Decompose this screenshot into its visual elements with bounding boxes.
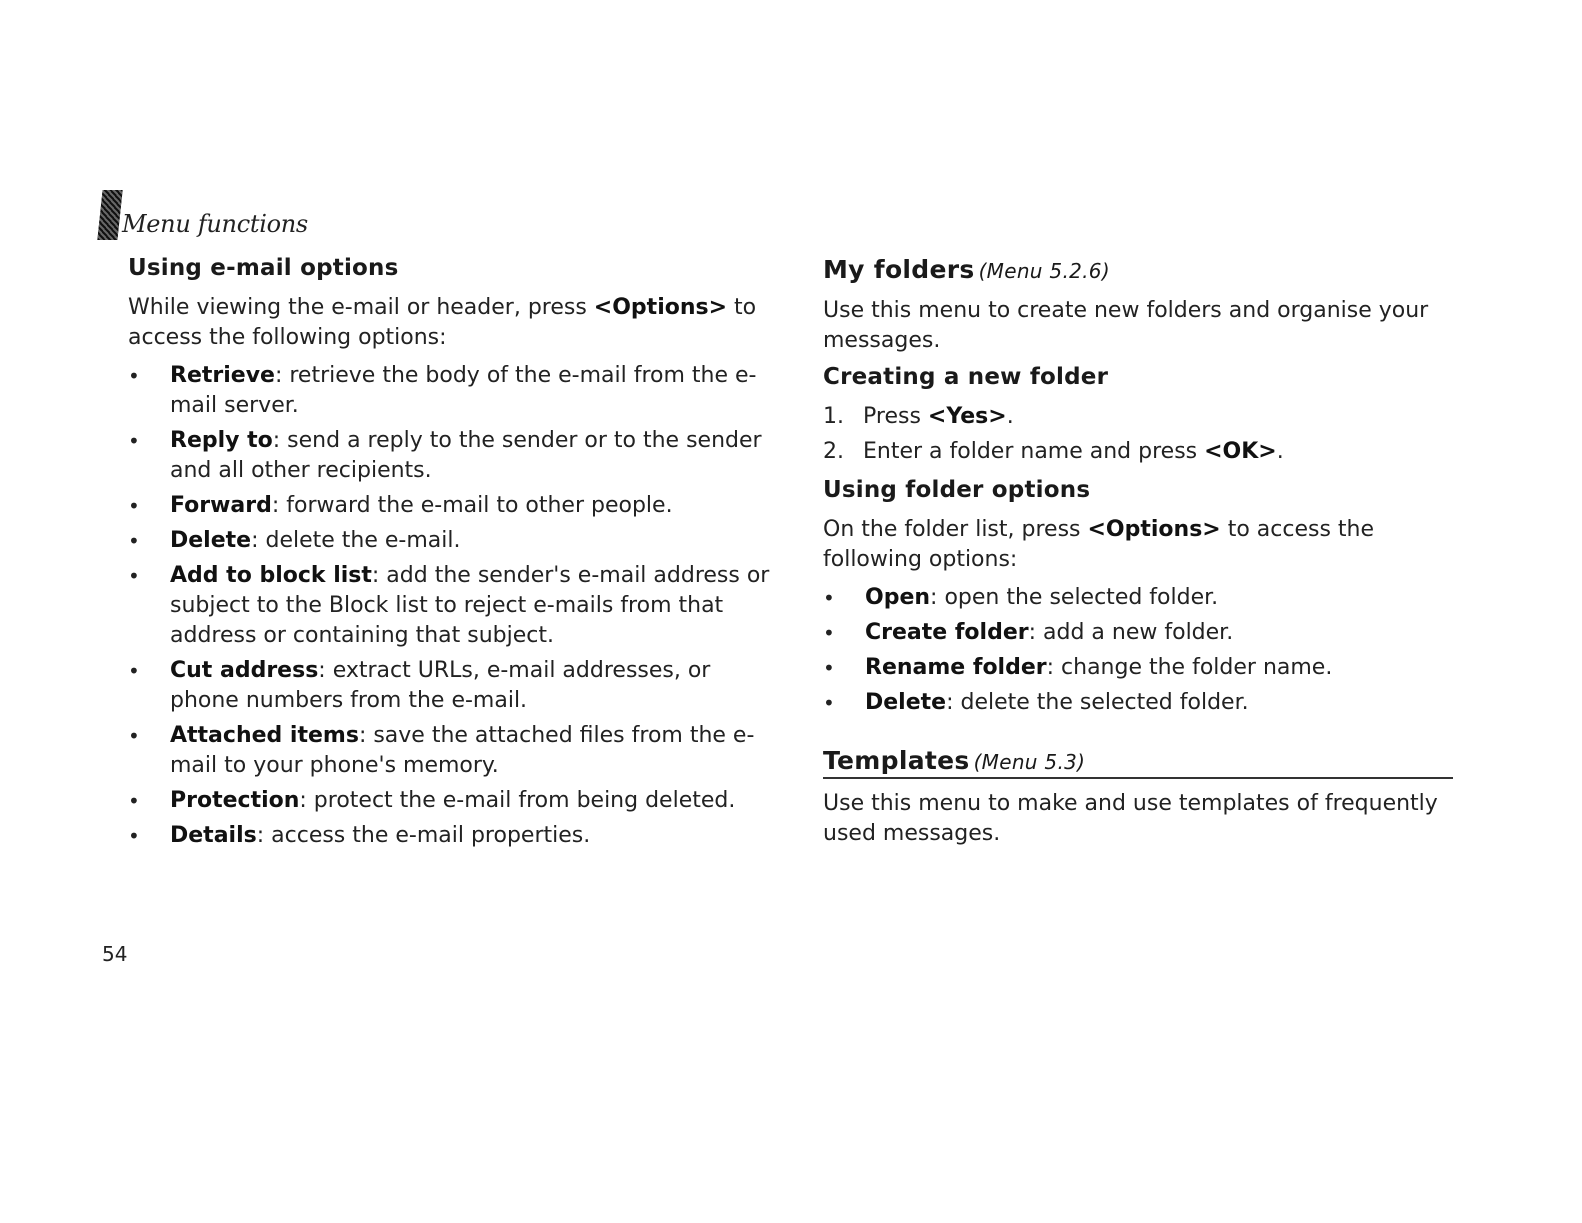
item-desc: : delete the e-mail. <box>251 528 461 553</box>
ok-key: <OK> <box>1204 439 1277 464</box>
item-desc: : retrieve the body of the e-mail from the e-mail server. <box>170 363 757 418</box>
step-text: Enter a folder name and press <box>863 439 1205 464</box>
item-desc: : add the sender's e-mail address or subject to the Block list to reject e-mails from that address or containing that subject. <box>170 563 770 648</box>
my-folders-title: My folders <box>823 255 975 284</box>
item-desc: : add a new folder. <box>1028 620 1234 645</box>
step-text: Press <box>863 404 928 429</box>
email-options-intro <box>128 293 778 353</box>
item-desc: : send a reply to the sender or to the sender and all other recipients. <box>170 428 762 483</box>
left-column <box>128 255 778 856</box>
list-item <box>128 721 778 781</box>
item-term: Add to block list <box>170 563 372 588</box>
running-header <box>100 190 308 240</box>
page-number: 54 <box>102 942 128 966</box>
folder-options-intro <box>823 515 1453 575</box>
item-term: Reply to <box>170 428 273 453</box>
header-bar-icon <box>97 190 122 240</box>
list-item <box>823 653 1453 683</box>
item-desc: : access the e-mail properties. <box>256 823 591 848</box>
list-item <box>128 426 778 486</box>
item-term: Attached items <box>170 723 359 748</box>
templates-title: Templates <box>823 746 970 775</box>
creating-folder-heading: Creating a new folder <box>823 364 1109 390</box>
list-item <box>128 526 778 556</box>
step-item <box>823 402 1453 432</box>
list-item <box>823 688 1453 718</box>
templates-heading-block <box>823 746 1453 779</box>
list-item <box>823 583 1453 613</box>
options-key: <Options> <box>593 295 728 320</box>
list-item <box>128 786 778 816</box>
item-term: Delete <box>170 528 252 553</box>
step-text-end: . <box>1276 439 1284 464</box>
right-column <box>823 255 1453 857</box>
item-term: Open <box>865 585 931 610</box>
templates-desc: Use this menu to make and use templates of frequently used messages. <box>823 791 1438 846</box>
item-desc: : change the folder name. <box>1046 655 1333 680</box>
templates-menuref: (Menu 5.3) <box>973 750 1086 774</box>
item-term: Cut address <box>170 658 319 683</box>
creating-folder-steps <box>823 402 1453 467</box>
my-folders-menuref: (Menu 5.2.6) <box>978 259 1110 283</box>
step-number: 2. <box>823 439 844 464</box>
email-options-list <box>128 361 778 851</box>
step-number: 1. <box>823 404 844 429</box>
item-term: Details <box>170 823 257 848</box>
list-item <box>128 656 778 716</box>
my-folders-heading <box>823 255 1453 284</box>
intro-text: On the folder list, press <box>823 517 1088 542</box>
folder-options-heading: Using folder options <box>823 477 1091 503</box>
intro-text: While viewing the e-mail or header, press <box>128 295 594 320</box>
my-folders-desc: Use this menu to create new folders and organise your messages. <box>823 298 1429 353</box>
item-desc: : forward the e-mail to other people. <box>271 493 673 518</box>
step-item <box>823 437 1453 467</box>
folder-options-list <box>823 583 1453 718</box>
item-term: Forward <box>170 493 272 518</box>
running-title: Menu functions <box>122 210 308 238</box>
item-term: Create folder <box>865 620 1029 645</box>
list-item <box>128 491 778 521</box>
item-term: Delete <box>865 690 947 715</box>
item-desc: : extract URLs, e-mail addresses, or phone numbers from the e-mail. <box>170 658 711 713</box>
intro-text-end: to access the following options: <box>823 517 1375 572</box>
item-desc: : delete the selected folder. <box>946 690 1249 715</box>
list-item <box>128 821 778 851</box>
list-item <box>823 618 1453 648</box>
email-options-heading: Using e-mail options <box>128 255 399 281</box>
item-desc: : save the attached files from the e-mail to your phone's memory. <box>170 723 755 778</box>
item-desc: : open the selected folder. <box>930 585 1219 610</box>
item-term: Rename folder <box>865 655 1047 680</box>
item-desc: : protect the e-mail from being deleted. <box>299 788 736 813</box>
templates-heading <box>823 746 1453 775</box>
options-key: <Options> <box>1087 517 1221 542</box>
list-item <box>128 361 778 421</box>
intro-text-end: to access the following options: <box>128 295 757 350</box>
step-text-end: . <box>1006 404 1014 429</box>
yes-key: <Yes> <box>927 404 1007 429</box>
item-term: Protection <box>170 788 300 813</box>
item-term: Retrieve <box>170 363 275 388</box>
list-item <box>128 561 778 651</box>
